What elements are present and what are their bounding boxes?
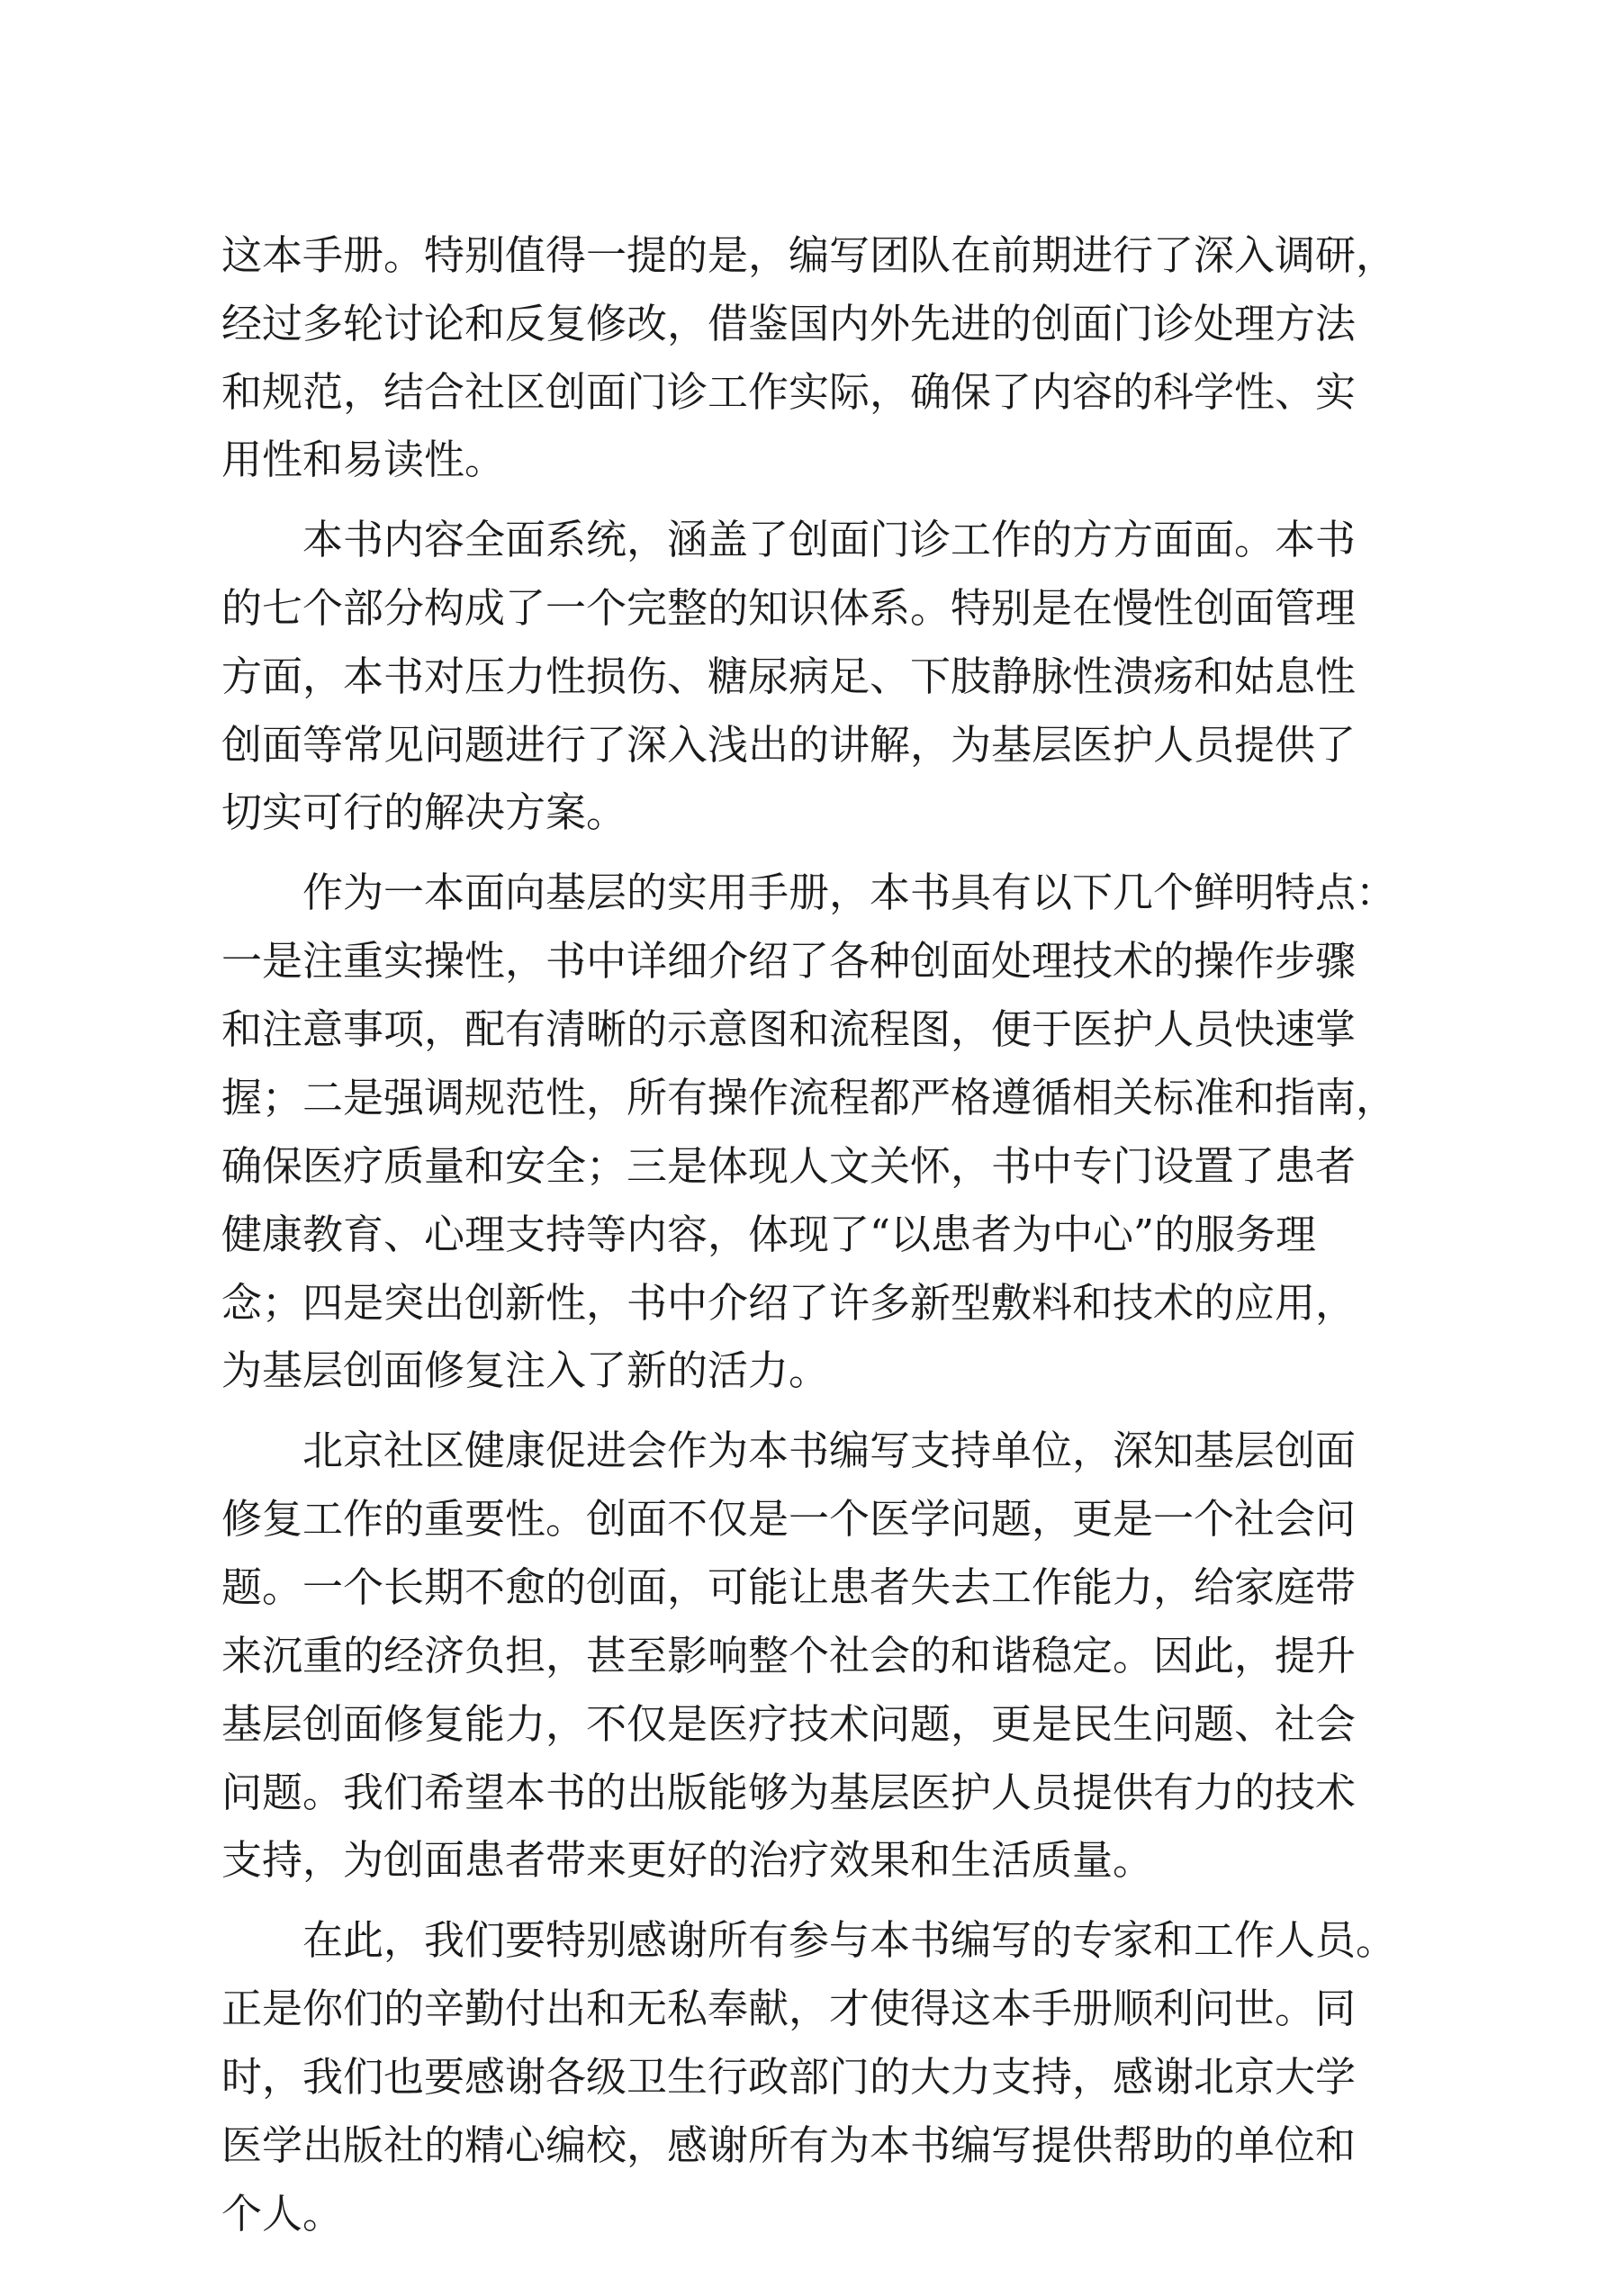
text-line: 问题。我们希望本书的出版能够为基层医护人员提供有力的技术 — [221, 1769, 1357, 1816]
text-line: 时，我们也要感谢各级卫生行政部门的大力支持，感谢北京大学 — [221, 2053, 1357, 2101]
text-line: 作为一本面向基层的实用手册，本书具有以下几个鲜明特点： — [302, 869, 1397, 916]
text-line: 个人。 — [221, 2190, 344, 2237]
text-line: 经过多轮讨论和反复修改，借鉴国内外先进的创面门诊处理方法 — [221, 300, 1357, 347]
text-line: 北京社区健康促进会作为本书编写支持单位，深知基层创面 — [302, 1427, 1357, 1474]
text-line: 为基层创面修复注入了新的活力。 — [221, 1346, 830, 1394]
text-line: 来沉重的经济负担，甚至影响整个社会的和谐稳定。因此，提升 — [221, 1632, 1357, 1679]
text-line: 健康教育、心理支持等内容，体现了“以患者为中心”的服务理 — [221, 1211, 1317, 1258]
text-line: 在此，我们要特别感谢所有参与本书编写的专家和工作人员。 — [302, 1916, 1397, 1964]
text-line: 创面等常见问题进行了深入浅出的讲解，为基层医护人员提供了 — [221, 721, 1357, 769]
text-line: 一是注重实操性，书中详细介绍了各种创面处理技术的操作步骤 — [221, 937, 1357, 985]
text-line: 题。一个长期不愈的创面，可能让患者失去工作能力，给家庭带 — [221, 1563, 1357, 1611]
text-line: 和注意事项，配有清晰的示意图和流程图，便于医护人员快速掌 — [221, 1005, 1357, 1053]
document-page — [221, 229, 1397, 2237]
text-line: 医学出版社的精心编校，感谢所有为本书编写提供帮助的单位和 — [221, 2121, 1357, 2169]
text-line: 的七个部分构成了一个完整的知识体系。特别是在慢性创面管理 — [221, 584, 1357, 632]
text-line: 切实可行的解决方案。 — [221, 788, 627, 836]
text-line: 用性和易读性。 — [221, 436, 506, 483]
text-line: 确保医疗质量和安全；三是体现人文关怀，书中专门设置了患者 — [221, 1142, 1357, 1190]
text-line: 修复工作的重要性。创面不仅是一个医学问题，更是一个社会问 — [221, 1495, 1357, 1543]
text-line: 本书内容全面系统，涵盖了创面门诊工作的方方面面。本书 — [302, 516, 1357, 563]
text-line: 握；二是强调规范性，所有操作流程都严格遵循相关标准和指南， — [221, 1074, 1397, 1121]
text-line: 基层创面修复能力，不仅是医疗技术问题，更是民生问题、社会 — [221, 1700, 1357, 1748]
text-line: 方面，本书对压力性损伤、糖尿病足、下肢静脉性溃疡和姑息性 — [221, 653, 1357, 700]
text-line: 支持，为创面患者带来更好的治疗效果和生活质量。 — [221, 1836, 1154, 1884]
text-line: 念；四是突出创新性，书中介绍了许多新型敷料和技术的应用， — [221, 1279, 1357, 1327]
text-line: 和规范，结合社区创面门诊工作实际，确保了内容的科学性、实 — [221, 368, 1357, 416]
text-line: 这本手册。特别值得一提的是，编写团队在前期进行了深入调研， — [221, 231, 1397, 279]
text-line: 正是你们的辛勤付出和无私奉献，才使得这本手册顺利问世。同 — [221, 1985, 1357, 2032]
